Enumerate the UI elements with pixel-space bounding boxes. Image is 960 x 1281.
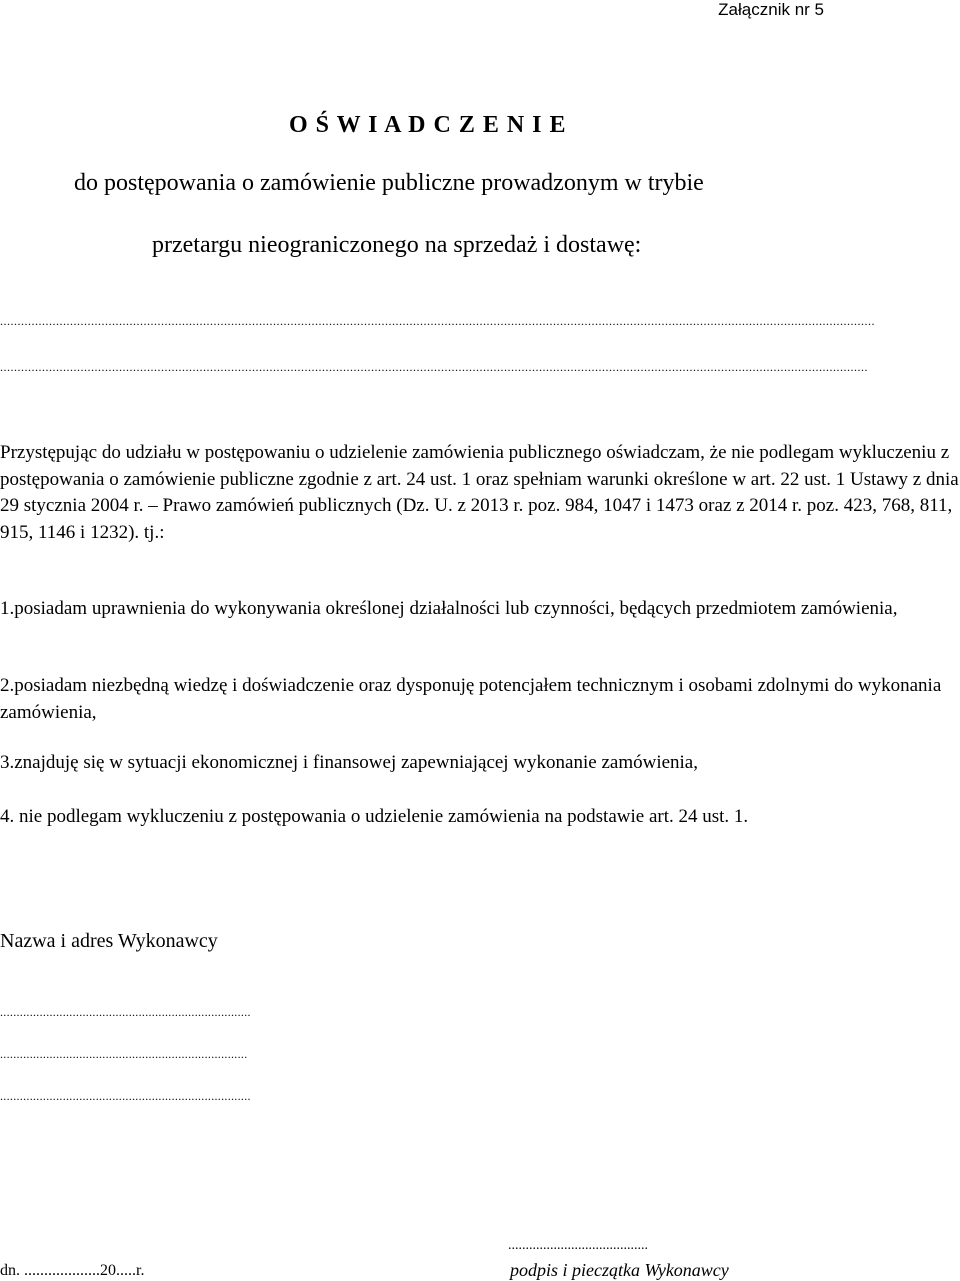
- document-subtitle-line-1: do postępowania o zamówienie publiczne prowadzonym w trybie: [74, 170, 704, 196]
- contractor-dots-line-3: ............................................................................: [0, 1089, 251, 1103]
- declaration-item-3: 3.znajduję się w sytuacji ekonomicznej i finansowej zapewniającej wykonanie zamówienia,: [0, 752, 698, 773]
- signature-dots: ........................................: [508, 1238, 648, 1253]
- declaration-item-1: 1.posiadam uprawnienia do wykonywania określonej działalności lub czynności, będących przedmiotem zamówienia,: [0, 598, 898, 619]
- contractor-dots-line-2: ...........................................................................: [0, 1047, 248, 1061]
- declaration-item-2: 2.posiadam niezbędną wiedzę i doświadczenie oraz dysponuję potencjałem technicznym i osobami zdolnymi do wykonania zamówienia,: [0, 675, 942, 723]
- annex-number: Załącznik nr 5: [718, 0, 824, 19]
- declaration-paragraph: Przystępując do udziału w postępowaniu o udzielenie zamówienia publicznego oświadczam, że nie podlegam wykluczeniu z postępowania o zamówienie publiczne zgodnie z art. 24 ust. 1 oraz spełniam warunki określone w art. 22 ust. 1 Ustawy z dnia 29 stycznia 2004 r. – Prawo zamówień publicznych (Dz. U. z 2013 r. poz. 984, 1047 i 1473 oraz z 2014 r. poz. 423, 768, 811, 915, 1146 i 1232). tj.:: [0, 442, 959, 543]
- declaration-item-4: 4. nie podlegam wykluczeniu z postępowania o udzielenie zamówienia na podstawie art. 24 ust. 1.: [0, 806, 749, 827]
- document-title: O Ś W I A D C Z E N I E: [289, 112, 567, 138]
- placeholder-dots-line-1: ..........................................................................................................................................................................................................................................................: [0, 314, 875, 328]
- document-subtitle-line-2: przetargu nieograniczonego na sprzedaż i dostawę:: [152, 232, 642, 258]
- contractor-label: Nazwa i adres Wykonawcy: [0, 930, 218, 952]
- placeholder-dots-line-2: ........................................................................................................................................................................................................................................................: [0, 360, 868, 374]
- contractor-dots-line-1: ............................................................................: [0, 1005, 251, 1019]
- signature-label: podpis i pieczątka Wykonawcy: [510, 1260, 729, 1280]
- date-line: dn. ...................20.....r.: [0, 1262, 145, 1279]
